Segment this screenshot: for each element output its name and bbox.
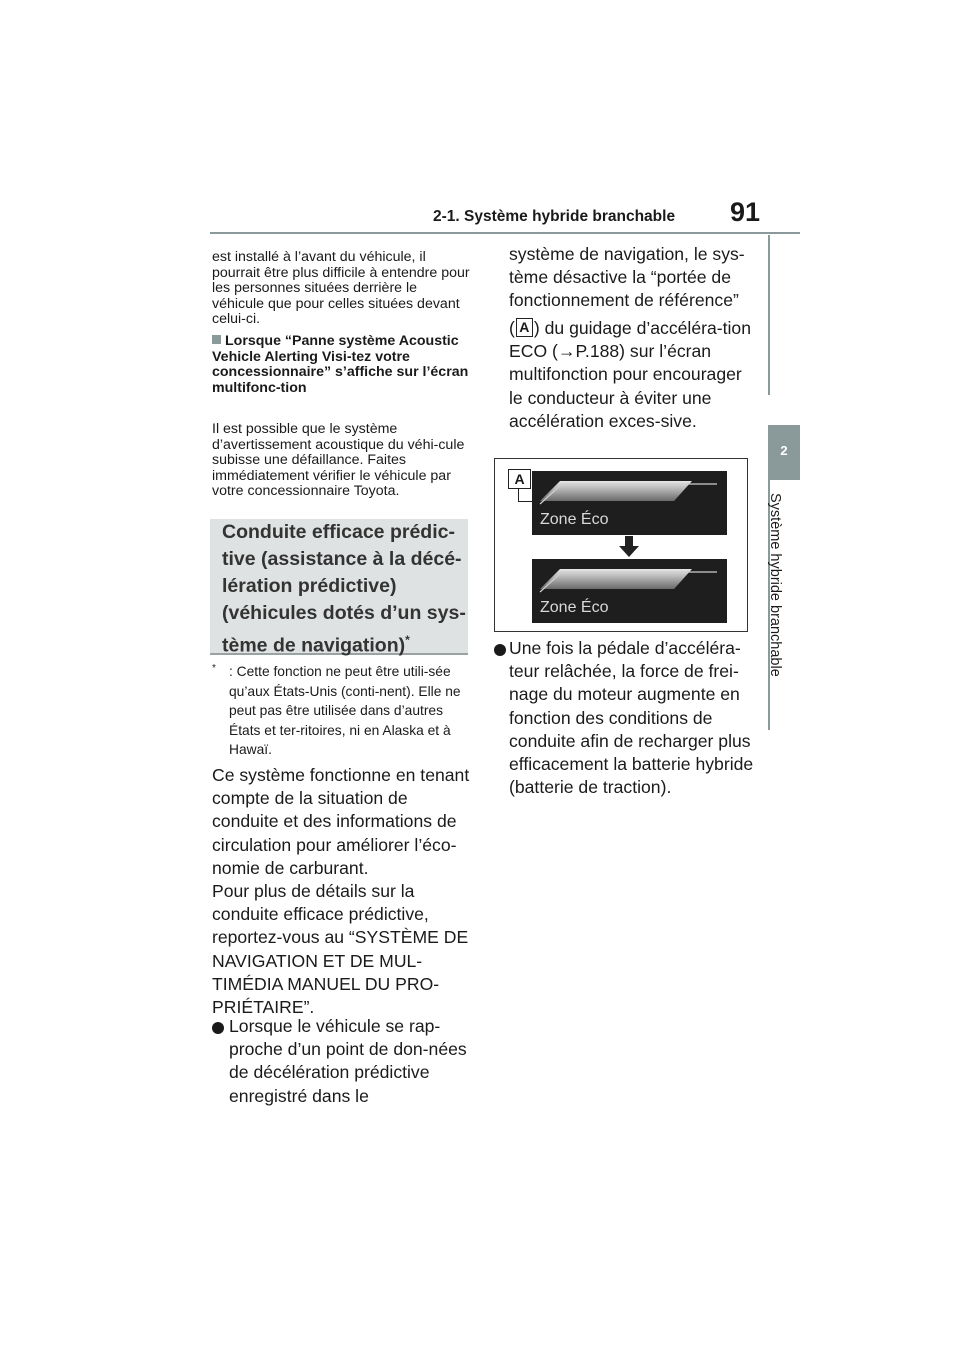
bullet-item-1: Lorsque le véhicule se rap-proche d’un point de don-nées de décélération prédictive enregistré dans le: [229, 1016, 467, 1106]
side-tab-line-top: [768, 235, 770, 395]
section-heading: [222, 519, 472, 660]
acceleration-guide-text: ) du guidage d’accéléra-tion ECO (→P.188) sur l’écran multifonction pour encourager le conducteur à éviter une accélération exces-sive.: [509, 318, 751, 431]
arrow-down-icon: [618, 536, 640, 558]
eco-zone-text-before: Zone Éco: [540, 511, 609, 528]
header-rule: [210, 232, 800, 234]
page-number: 91: [730, 197, 761, 227]
section-heading-text: Conduite efficace prédic-tive (assistance à la décé-lération prédictive) (véhicules dotés d’un sys-tème de navigation): [222, 521, 466, 657]
footnote-mark: *: [212, 663, 216, 674]
bullet-icon: [212, 1022, 224, 1034]
footnote: [212, 659, 474, 760]
intro-paragraph: est installé à l’avant du véhicule, il pourrait être plus difficile à entendre pour les personnes situées derrière le véhicule que pour celles situées devant celui-ci.: [212, 249, 470, 327]
multifunction-screen-before: [532, 471, 727, 535]
bullet-item-2: Une fois la pédale d’accéléra-teur relâchée, la force de frei-nage du moteur augmente en fonction des conditions de conduite afin de recharger plus efficacement la batterie hybride (batterie de traction).: [509, 638, 754, 798]
bullet-icon: [494, 644, 506, 656]
condition-heading-text: Lorsque “Panne système Acoustic Vehicle Alerting Visi-tez votre concessionnaire” s’affiche sur l’écran multifonc-tion: [212, 333, 469, 396]
condition-heading: [212, 334, 474, 396]
acceleration-guide-paragraph: [509, 317, 759, 433]
section-title: 2-1. Système hybride branchable: [433, 208, 676, 225]
condition-paragraph: Il est possible que le système d’avertissement acoustique du véhi-cule subisse une défaillance. Faites immédiatement vérifier le véhicule par votre concessionnaire Toyota.: [212, 421, 465, 499]
chapter-number: 2: [780, 443, 788, 458]
label-a-inline: A: [516, 318, 533, 337]
section-heading-footnote-mark: *: [405, 633, 410, 647]
chapter-label: Système hybride branchable: [767, 493, 783, 677]
square-bullet-icon: [212, 335, 221, 344]
callout-line-vertical: [518, 487, 519, 502]
multifunction-screen-after: [532, 559, 727, 623]
body-paragraph-2: Pour plus de détails sur la conduite efficace prédictive, reportez-vous au “SYSTÈME DE NAVIGATION ET DE MUL-TIMÉDIA MANUEL DU PRO-PRIÉTAIRE”.: [212, 881, 469, 1018]
section-heading-box: [210, 519, 468, 655]
figure-label-a: A: [508, 469, 531, 489]
body-paragraph-1: Ce système fonctionne en tenant compte de la situation de conduite et des informations de circulation pour améliorer l’éco-nomie de carburant.: [212, 765, 470, 878]
eco-zone-text-after: Zone Éco: [540, 599, 609, 616]
continued-paragraph: système de navigation, le sys-tème désactive la “portée de fonctionnement de référence”: [509, 244, 745, 311]
footnote-text: : Cette fonction ne peut être utili-sée qu’aux États-Unis (conti-nent). Elle ne peut pas être utilisée dans d’autres États et ter-ritoires, ni en Alaska et à Hawaï.: [229, 664, 461, 758]
paren-open: (: [509, 318, 515, 338]
